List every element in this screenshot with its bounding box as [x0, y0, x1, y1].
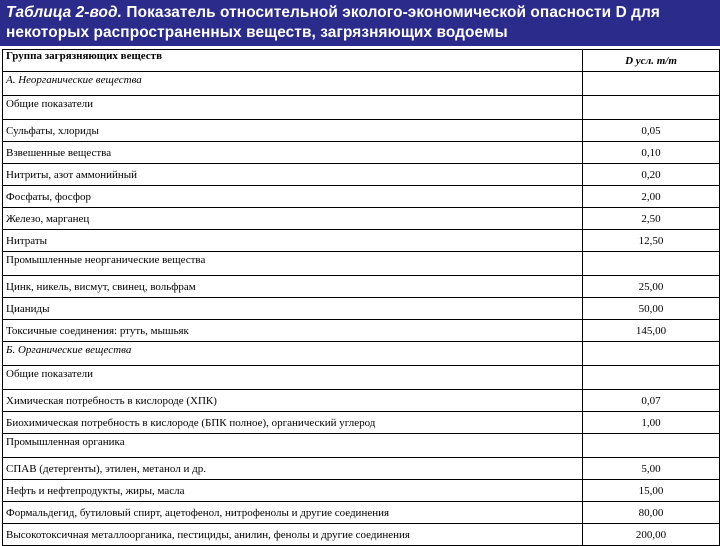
danger-value: 0,05 [583, 120, 720, 142]
table-section-row [3, 72, 720, 96]
table-number: Таблица 2-вод. [6, 4, 123, 21]
table-header-row [3, 50, 720, 72]
slide-title-bar [0, 0, 720, 46]
substance-label: Фосфаты, фосфор [3, 186, 583, 208]
danger-value: 145,00 [583, 320, 720, 342]
section-label: Общие показатели [3, 366, 583, 390]
table-row [3, 412, 720, 434]
empty-value-cell [583, 342, 720, 366]
table-row [3, 524, 720, 546]
substance-label: Биохимическая потребность в кислороде (БПК полное), органический углерод [3, 412, 583, 434]
table-row [3, 120, 720, 142]
danger-value: 80,00 [583, 502, 720, 524]
section-label: Промышленные неорганические вещества [3, 252, 583, 276]
substance-label: Высокотоксичная металлоорганика, пестициды, анилин, фенолы и другие соединения [3, 524, 583, 546]
substance-label: Токсичные соединения: ртуть, мышьяк [3, 320, 583, 342]
danger-value: 2,50 [583, 208, 720, 230]
danger-value: 5,00 [583, 458, 720, 480]
danger-value: 0,10 [583, 142, 720, 164]
table-row [3, 480, 720, 502]
table-row [3, 230, 720, 252]
table-row [3, 320, 720, 342]
empty-value-cell [583, 366, 720, 390]
section-label: Общие показатели [3, 96, 583, 120]
table-section-row [3, 96, 720, 120]
danger-value: 1,00 [583, 412, 720, 434]
empty-value-cell [583, 434, 720, 458]
section-label: А. Неорганические вещества [3, 72, 583, 96]
column-header-group: Группа загрязняющих веществ [3, 50, 583, 72]
substance-label: Взвешенные вещества [3, 142, 583, 164]
table-row [3, 186, 720, 208]
slide-title [6, 3, 712, 43]
empty-value-cell [583, 252, 720, 276]
danger-value: 12,50 [583, 230, 720, 252]
table-section-row [3, 366, 720, 390]
substance-label: Нитраты [3, 230, 583, 252]
empty-value-cell [583, 96, 720, 120]
empty-value-cell [583, 72, 720, 96]
substance-label: Химическая потребность в кислороде (ХПК) [3, 390, 583, 412]
table-row [3, 142, 720, 164]
danger-value: 50,00 [583, 298, 720, 320]
table-row [3, 164, 720, 186]
section-label: Промышленная органика [3, 434, 583, 458]
table-row [3, 458, 720, 480]
table-row [3, 208, 720, 230]
substance-label: Нитриты, азот аммонийный [3, 164, 583, 186]
substance-label: Сульфаты, хлориды [3, 120, 583, 142]
substance-label: Цинк, никель, висмут, свинец, вольфрам [3, 276, 583, 298]
table-row [3, 276, 720, 298]
danger-value: 0,07 [583, 390, 720, 412]
section-label: Б. Органические вещества [3, 342, 583, 366]
danger-value: 25,00 [583, 276, 720, 298]
danger-value: 2,00 [583, 186, 720, 208]
substance-label: Цианиды [3, 298, 583, 320]
table-row [3, 298, 720, 320]
danger-value: 200,00 [583, 524, 720, 546]
substance-label: Железо, марганец [3, 208, 583, 230]
substance-label: СПАВ (детергенты), этилен, метанол и др. [3, 458, 583, 480]
table-body [3, 50, 720, 546]
pollutants-table [2, 49, 720, 546]
table-section-row [3, 342, 720, 366]
substance-label: Формальдегид, бутиловый спирт, ацетофенол, нитрофенолы и другие соединения [3, 502, 583, 524]
table-section-row [3, 252, 720, 276]
substance-label: Нефть и нефтепродукты, жиры, масла [3, 480, 583, 502]
table-section-row [3, 434, 720, 458]
danger-value: 0,20 [583, 164, 720, 186]
column-header-value: D усл. т/т [583, 50, 720, 72]
danger-value: 15,00 [583, 480, 720, 502]
table-caption: Показатель относительной эколого-экономической опасности D для некоторых распространенных веществ, загрязняющих водоемы [6, 4, 660, 41]
table-row [3, 390, 720, 412]
table-row [3, 502, 720, 524]
